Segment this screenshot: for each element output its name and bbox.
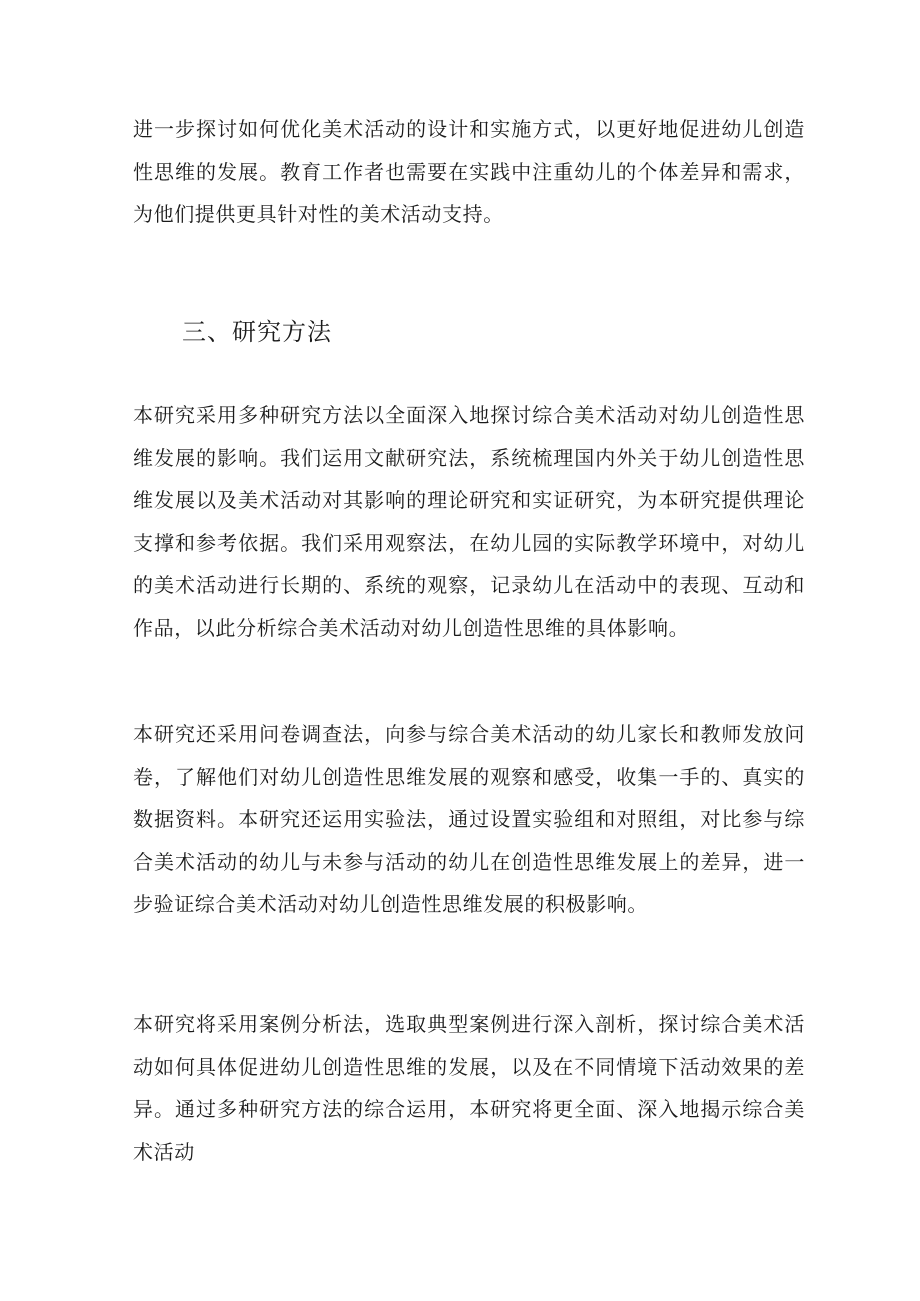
section-heading: 三、研究方法 bbox=[182, 318, 332, 346]
methods-paragraph-3: 本研究将采用案例分析法，选取典型案例进行深入剖析，探讨综合美术活动如何具体促进幼儿创造性思维的发展，以及在不同情境下活动效果的差异。通过多种研究方法的综合运用，本研究将更全面、深入地揭示综合美术活动 bbox=[133, 1012, 805, 1164]
methods-paragraph-1: 本研究采用多种研究方法以全面深入地探讨综合美术活动对幼儿创造性思维发展的影响。我们运用文献研究法，系统梳理国内外关于幼儿创造性思维发展以及美术活动对其影响的理论研究和实证研究，为本研究提供理论支撑和参考依据。我们采用观察法，在幼儿园的实际教学环境中，对幼儿的美术活动进行长期的、系统的观察，记录幼儿在活动中的表现、互动和作品，以此分析综合美术活动对幼儿创造性思维的具体影响。 bbox=[133, 403, 805, 640]
intro-paragraph: 进一步探讨如何优化美术活动的设计和实施方式，以更好地促进幼儿创造性思维的发展。教育工作者也需要在实践中注重幼儿的个体差异和需求，为他们提供更具针对性的美术活动支持。 bbox=[133, 117, 805, 227]
methods-paragraph-2: 本研究还采用问卷调查法，向参与综合美术活动的幼儿家长和教师发放问卷，了解他们对幼儿创造性思维发展的观察和感受，收集一手的、真实的数据资料。本研究还运用实验法，通过设置实验组和对照组，对比参与综合美术活动的幼儿与未参与活动的幼儿在创造性思维发展上的差异，进一步验证综合美术活动对幼儿创造性思维发展的积极影响。 bbox=[133, 722, 805, 917]
